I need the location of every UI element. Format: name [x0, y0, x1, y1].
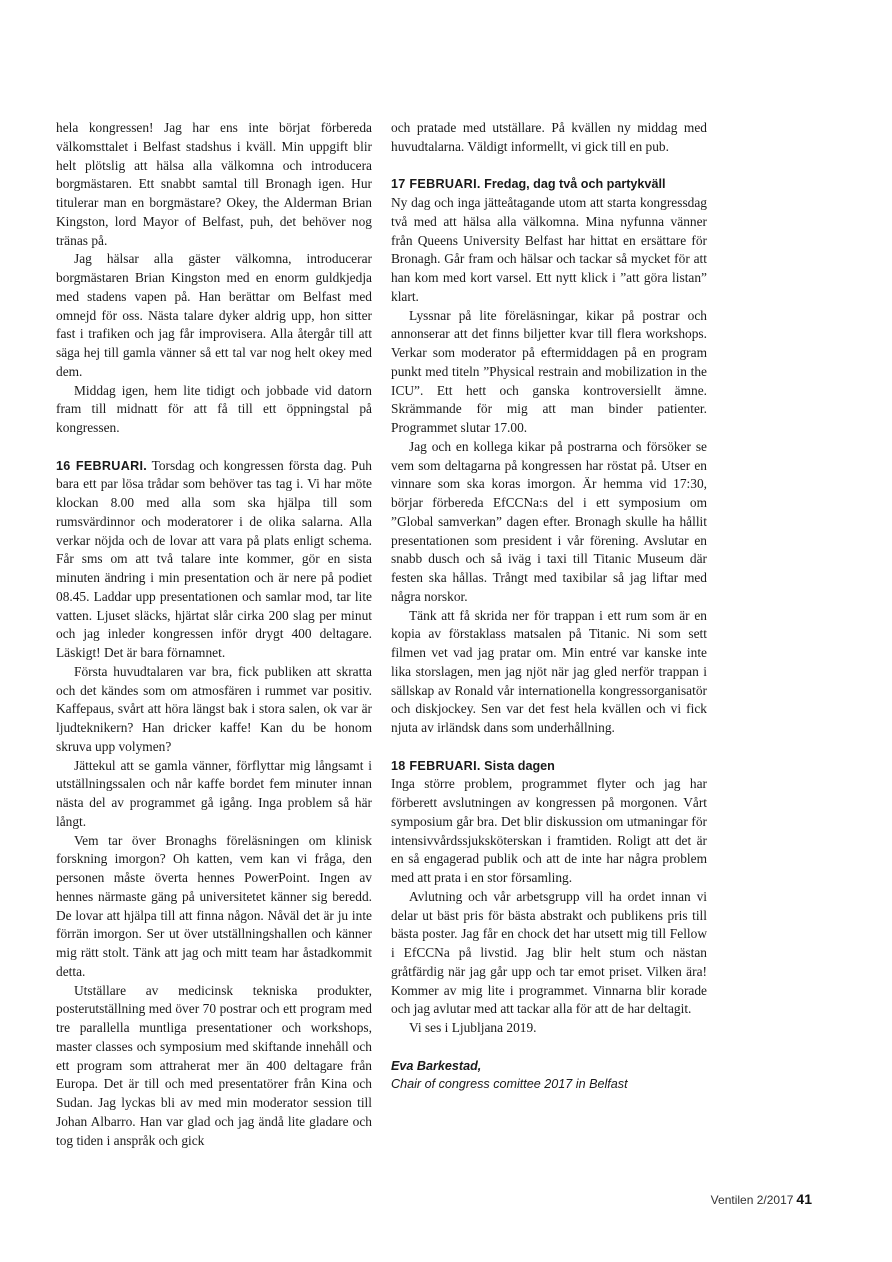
section-gap	[391, 738, 707, 757]
publication-name: Ventilen 2/2017	[710, 1193, 794, 1207]
signature-role	[391, 1075, 707, 1094]
section-title: Sista dagen	[480, 758, 555, 773]
paragraph: Vi ses i Ljubljana 2019.	[409, 1020, 537, 1035]
paragraph: Tänk att få skrida ner för trappan i ett rum som är en kopia av förstaklass matsalen på Titanic. Ni som sett filmen vet vad jag pratar om. Min entré var kanske inte lika storslagen, men jag njöt när jag gled nerför trappan i sällskap av Ronald vår internationella kongressorganisatör och diskjockey. Sen var det fest hela kvällen och vi fick njuta av irländsk dans som underhållning.	[391, 607, 707, 735]
paragraph: Jag och en kollega kikar på postrarna och försöker se vem som deltagarna på kongressen har röstat på. Utser en vinnare som ska koras imorgon. Är hemma vid 17:30, börjar förbereda EfCCNa:s del i ett symposium om ”Global samverkan” dagen efter. Bronagh skulle ha hållit presentationen som president i vår förening. Avslutar en snabb dusch och så iväg i taxi till Titanic Museum där festen ska hållas. Trångt med taxibilar så jag liftar med några norskor.	[391, 438, 707, 604]
paragraph: Lyssnar på lite föreläsningar, kikar på postrar och annonserar att det finns biljetter kvar till flera workshops. Verkar som moderator på eftermiddagen på en program punkt med titeln ”Physical restrain and mobilization in the ICU”. Ett hett och ganska kontroversiellt ämne. Skrämmande för mig att man binder patienter. Programmet slutar 17.00.	[391, 307, 707, 435]
section-16-februari	[56, 457, 372, 663]
section-heading-18-februari	[391, 757, 707, 776]
section-gap	[391, 157, 707, 176]
author-name: Eva Barkestad,	[391, 1058, 482, 1073]
paragraph: Inga större problem, programmet flyter och jag har förberett avslutningen av kongressen på morgonen. Vårt symposium går bra. Det blir diskussion om utmaningar för intensivvårdssjuksköterskan i framtiden. Roligt att det är en så engagerad publik och att de inte har några problem med att prata i en stor församling.	[391, 776, 707, 885]
paragraph: Vem tar över Bronaghs föreläsningen om klinisk forskning imorgon? Oh katten, vem kan vi fråga, den personen måste överta hennes PowerPoint. Ingen av hennes närmaste gäng på universitetet känner sig beredd. De lovar att hjälpa till att finna någon. Nåväl det är ju inte förrän imorgon. Ser ut över utställningshallen och känner mig rätt stolt. Tänk att jag och mitt team har åstadkommit detta.	[56, 832, 372, 979]
section-title: Fredag, dag två och partykväll	[480, 177, 666, 192]
section-gap	[391, 1038, 707, 1057]
left-column	[56, 119, 372, 1150]
signature-name	[391, 1057, 707, 1076]
paragraph: Utställare av medicinsk tekniska produkter, posterutställning med över 70 postrar och ett program med tre parallella muntliga presentationer och workshops, master classes och symposium med skiftande innehåll och ett program som attraherat mer än 400 deltagare från Europa. Det är till och med presentatörer från Kina och Sudan. Jag lyckas bli av med min moderator session till Johan Albarro. Han var glad och jag ändå lite gladare och tog tiden i anspråk och gick	[56, 982, 372, 1148]
paragraph: Torsdag och kongressen första dag. Puh bara ett par lösa trådar som behöver tas tag i. Vi har möte klockan 8.00 med alla som ska hjälpa till som rumsvärdinnor och moderatorer i de olika salarna. Alla verkar nöjda och de lovar att vara på plats enligt schema. Får sms om att två talare inte kommer, gör en sista minuten ändring i min presentation och är nere på podiet 08.45. Laddar upp presentationen och samlar mod, tar lite vatten. Ljuset släcks, hjärtat slår cirka 200 slag per minut och jag inleder kongressen inför drygt 400 deltagare. Läskigt! Det är bara förnamnet.	[56, 457, 372, 660]
page-number: 41	[796, 1191, 812, 1207]
paragraph: Ny dag och inga jätteåtagande utom att starta kongressdag två med att hälsa alla välkomna. Mina nyfunna vänner från Queens University Belfast har hittat en ersättare för Bronagh. Går fram och hälsar och tackar så mycket för att han kom med kort varsel. Ett nytt klick i ”att göra listan” klart.	[391, 195, 707, 304]
section-heading-17-februari	[391, 175, 707, 194]
right-column	[391, 119, 707, 1094]
date-heading: 16 FEBRUARI.	[56, 458, 148, 473]
date-heading: 18 FEBRUARI.	[391, 758, 481, 773]
paragraph: Avlutning och vår arbetsgrupp vill ha ordet innan vi delar ut bäst pris för bästa abstrakt och publikens pris till bästa poster. Jag får en chock det har utsett mig till Fellow i EfCCNa på livstid. Jag blir helt stum och nästan gråtfärdig när jag går upp och tar emot priset. Vilken ära! Kommer av mig lite i programmet. Vinnarna blir korade och jag avlutar med att tackar alla för att de har deltagit.	[391, 888, 707, 1017]
paragraph: Middag igen, hem lite tidigt och jobbade vid datorn fram till midnatt för att få till ett öppningstal på kongressen.	[56, 382, 372, 435]
paragraph: och pratade med utställare. På kvällen ny middag med huvudtalarna. Väldigt informellt, vi gick till en pub.	[391, 120, 707, 154]
paragraph: hela kongressen! Jag har ens inte börjat förbereda välkomsttalet i Belfast stadshus i kväll. Min uppgift blir helt plötslig att hälsa alla välkomna och introducera borgmästaren. Ett snabbt samtal till Bronagh igen. Hur titulerar man en borgmästare? Okey, the Alderman Brian Kingston, lord Mayor of Belfast, puh, det behöver nog tränas på.	[56, 120, 372, 248]
page-footer	[0, 1191, 812, 1207]
paragraph: Jag hälsar alla gäster välkomna, introducerar borgmästaren Brian Kingston med en enorm guldkjedja med stadens vapen på. Han berättar om Belfast med omnejd för oss. Nästa talare dyker aldrig upp, hon sitter fast i trafiken och jag får improvisera. Alla återgår till att säga hej till gamla vänner så ett tal var nog helt okey med dem.	[56, 251, 372, 379]
date-heading: 17 FEBRUARI.	[391, 177, 481, 192]
paragraph: Första huvudtalaren var bra, fick publiken att skratta och det kändes som om atmosfären i rummet var positiv. Kaffepaus, svårt att höra längst bak i stora salen, ok var är ljudteknikern? Han dricker kaffe! Kan du be honom skruva upp volymen?	[56, 663, 372, 754]
author-role: Chair of congress comittee 2017 in Belfast	[391, 1077, 628, 1092]
section-gap	[56, 438, 372, 457]
paragraph: Jättekul att se gamla vänner, förflyttar mig långsamt i utställningssalen och når kaffe bordet fem minuter innan nästa del av programmet gå igång. Inga problem så här långt.	[56, 757, 372, 829]
